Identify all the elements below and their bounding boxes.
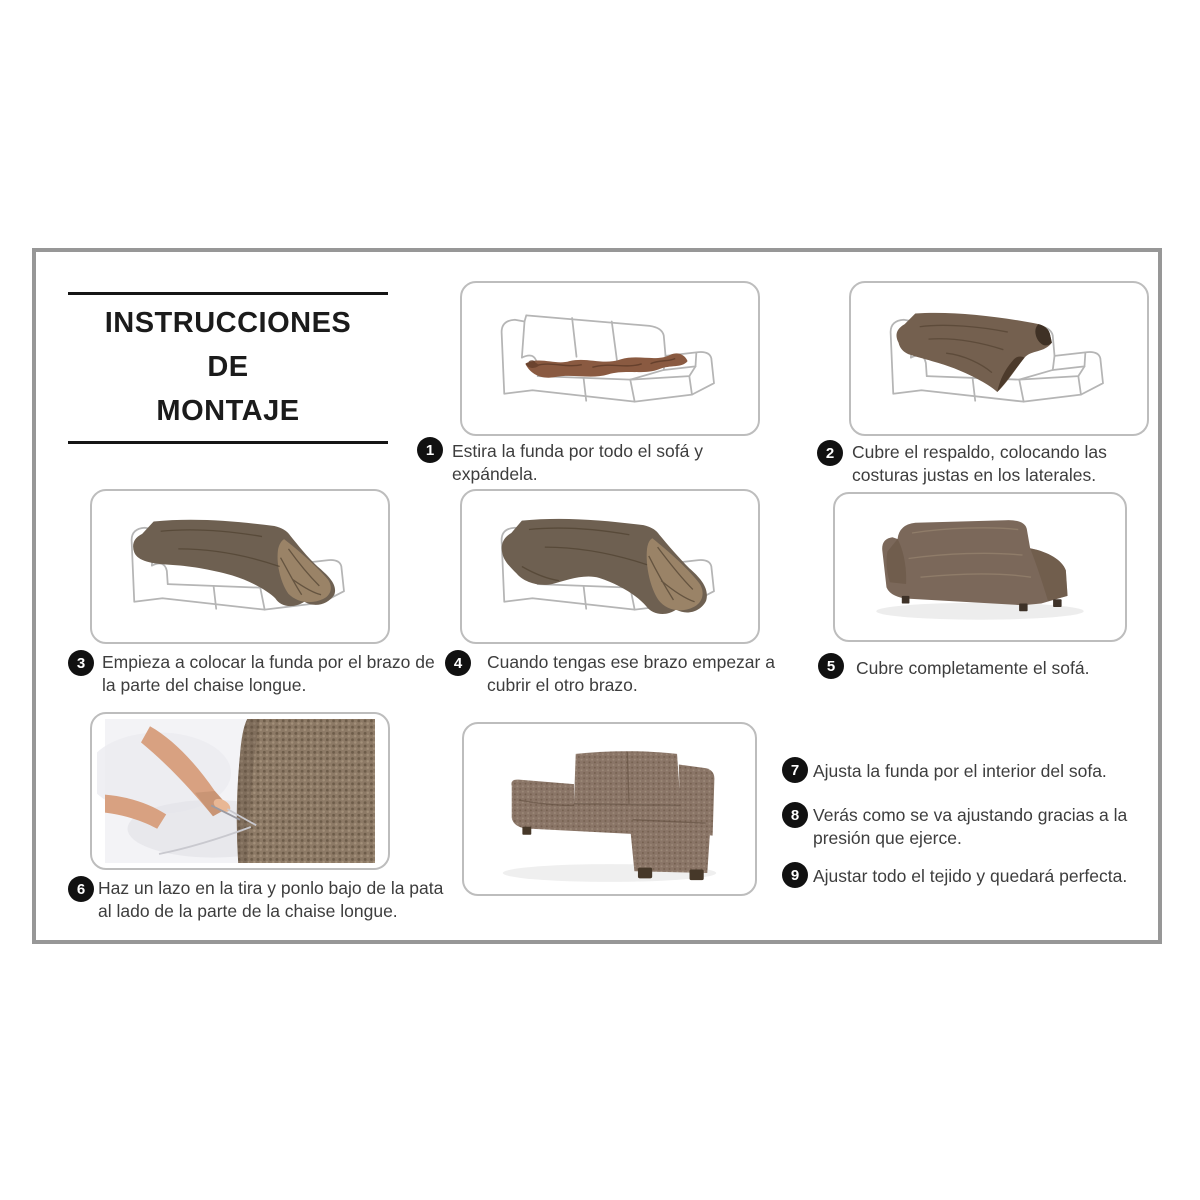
step-5-caption: Cubre completamente el sofá. — [856, 658, 1090, 678]
step-1-caption: Estira la funda por todo el sofá y expándela. — [452, 441, 703, 484]
step-7-caption: Ajusta la funda por el interior del sofa. — [813, 761, 1107, 781]
step-7-badge: 7 — [782, 757, 808, 783]
step-6-badge: 6 — [68, 876, 94, 902]
title-line-1: INSTRUCCIONES — [104, 307, 352, 339]
finished-sofa-photo — [462, 722, 757, 896]
step-4-caption: Cuando tengas ese brazo empezar a cubrir el otro brazo. — [487, 652, 775, 695]
step-2-badge: 2 — [817, 440, 843, 466]
step-8-caption: Verás como se va ajustando gracias a la presión que ejerce. — [813, 805, 1128, 848]
step-6-illustration — [90, 712, 390, 870]
step-8-badge: 8 — [782, 802, 808, 828]
step-1-badge: 1 — [417, 437, 443, 463]
step-2-illustration — [849, 281, 1149, 436]
step-2-caption: Cubre el respaldo, colocando las costuras justas en los laterales. — [852, 442, 1107, 485]
step-4-illustration — [460, 489, 760, 644]
step-5-badge: 5 — [818, 653, 844, 679]
step-1-illustration — [460, 281, 760, 436]
step-3-badge: 3 — [68, 650, 94, 676]
step-5-illustration — [833, 492, 1127, 642]
title-bottom-rule — [68, 441, 388, 444]
step-9-badge: 9 — [782, 862, 808, 888]
step-3-caption: Empieza a colocar la funda por el brazo de la parte del chaise longue. — [102, 652, 435, 695]
step-3-illustration — [90, 489, 390, 644]
step-6-caption: Haz un lazo en la tira y ponlo bajo de la pata al lado de la parte de la chaise longue. — [98, 878, 444, 921]
title-block — [68, 292, 388, 444]
step-9-caption: Ajustar todo el tejido y quedará perfecta. — [813, 866, 1128, 886]
sofa-corner-fabric — [237, 719, 375, 863]
title-line-3: MONTAJE — [156, 395, 300, 427]
title-line-2: DE — [207, 351, 249, 383]
step-4-badge: 4 — [445, 650, 471, 676]
page-title — [68, 295, 388, 441]
